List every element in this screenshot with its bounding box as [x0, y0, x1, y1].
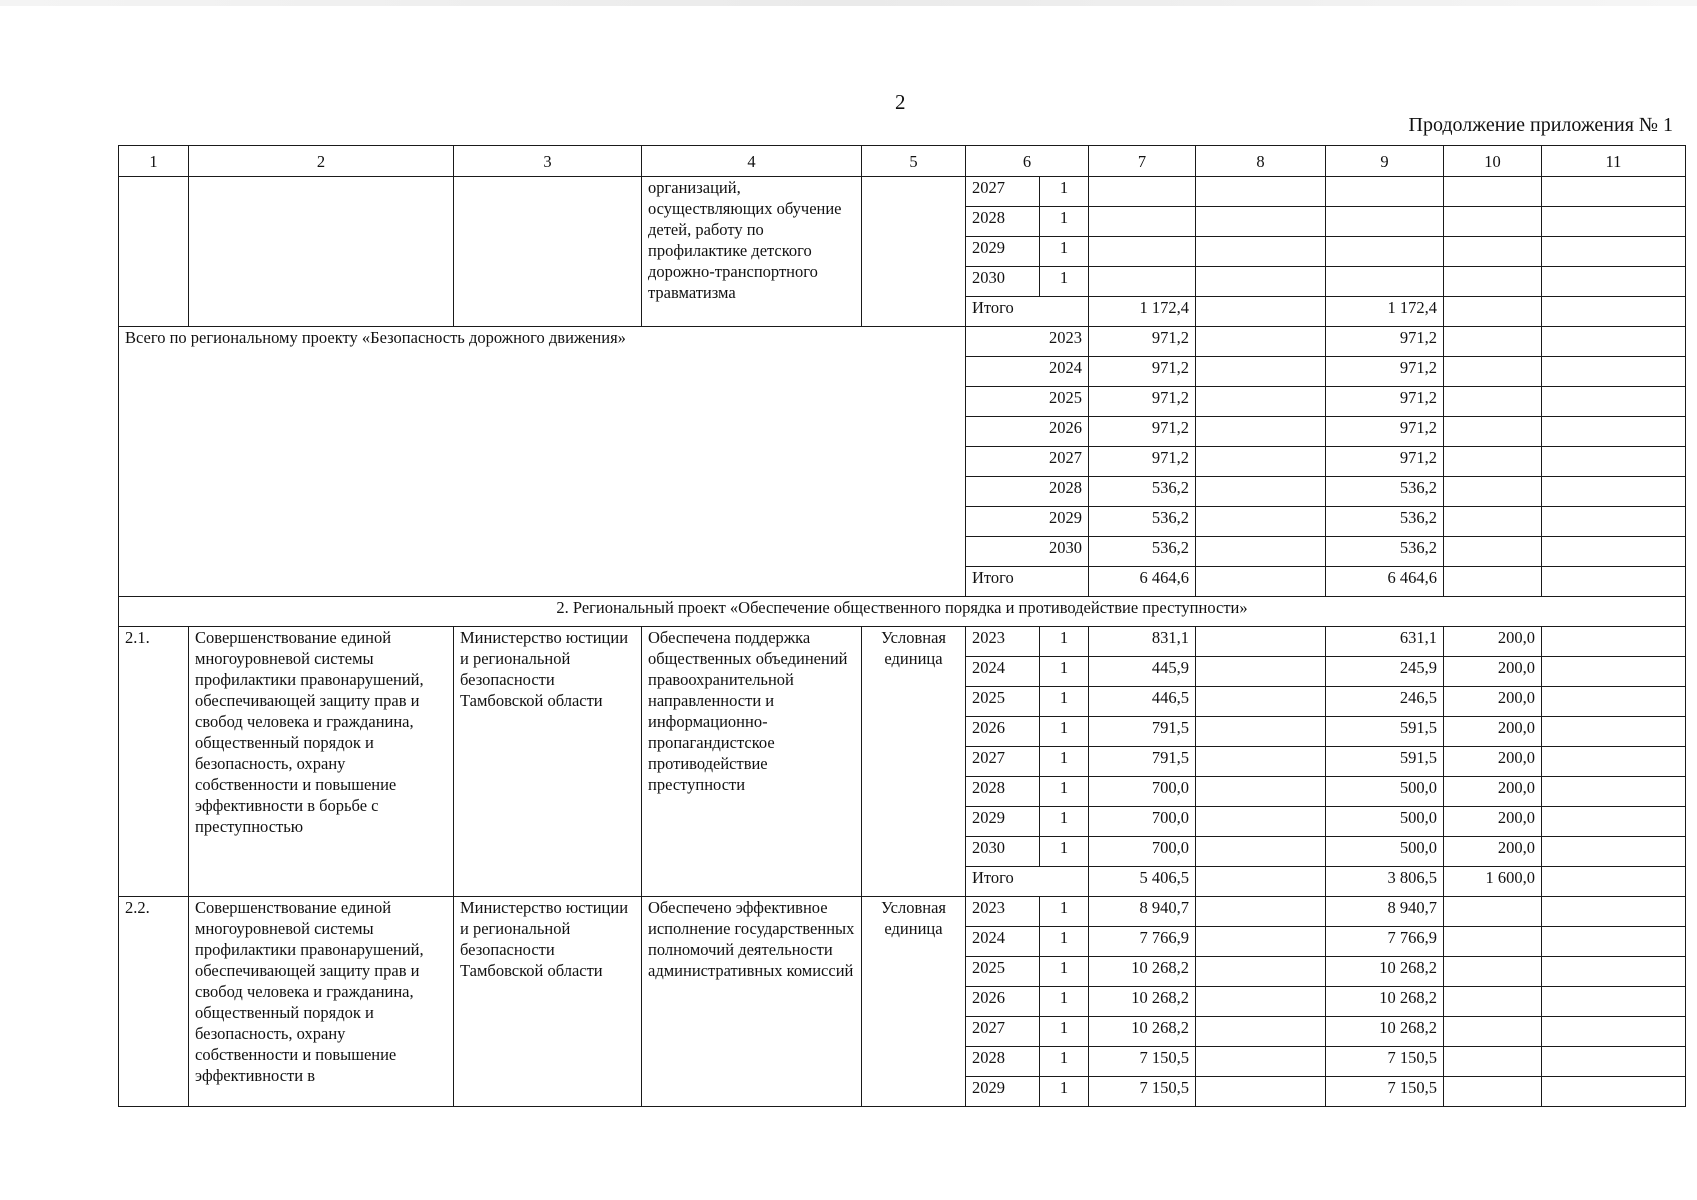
regional-funding-cell: 245,9 [1326, 657, 1444, 687]
empty-cell [1196, 747, 1326, 777]
local-funding-cell [1444, 927, 1542, 957]
measure-name: Совершенствование единой многоуровневой системы профилактики правонарушений, обеспечивающей защиту прав и свобод человека и гражданина, общественный порядок и безопасность, охрану собственности и повышение эффективности в [189, 897, 454, 1107]
column-number-header-row [119, 146, 1686, 177]
regional-funding-cell: 536,2 [1326, 477, 1444, 507]
total-funding-cell: 446,5 [1089, 687, 1196, 717]
local-funding-cell: 200,0 [1444, 807, 1542, 837]
regional-funding-cell [1326, 177, 1444, 207]
total-funding-cell: 536,2 [1089, 507, 1196, 537]
regional-funding-cell: 7 150,5 [1326, 1047, 1444, 1077]
total-funding-cell: 6 464,6 [1089, 567, 1196, 597]
value-count-cell: 1 [1040, 987, 1089, 1017]
value-count-cell: 1 [1040, 957, 1089, 987]
total-funding-cell: 971,2 [1089, 417, 1196, 447]
total-funding-cell: 971,2 [1089, 357, 1196, 387]
empty-cell [1196, 837, 1326, 867]
regional-funding-cell: 500,0 [1326, 837, 1444, 867]
empty-cell [1196, 1047, 1326, 1077]
empty-cell [1542, 327, 1686, 357]
value-count-cell: 1 [1040, 1077, 1089, 1107]
regional-funding-cell: 6 464,6 [1326, 567, 1444, 597]
value-count-cell: 1 [1040, 267, 1089, 297]
total-funding-cell: 8 940,7 [1089, 897, 1196, 927]
value-count-cell: 1 [1040, 777, 1089, 807]
local-funding-cell: 200,0 [1444, 627, 1542, 657]
total-funding-cell [1089, 207, 1196, 237]
year-cell: 2026 [966, 987, 1040, 1017]
local-funding-cell: 200,0 [1444, 747, 1542, 777]
regional-funding-cell: 591,5 [1326, 717, 1444, 747]
year-cell: 2029 [966, 237, 1040, 267]
section-title: 2. Региональный проект «Обеспечение общественного порядка и противодействие преступности» [119, 597, 1686, 627]
regional-funding-cell: 10 268,2 [1326, 1017, 1444, 1047]
empty-cell [1196, 897, 1326, 927]
year-cell: 2029 [966, 807, 1040, 837]
empty-cell [1196, 867, 1326, 897]
empty-cell [1542, 507, 1686, 537]
total-funding-cell: 445,9 [1089, 657, 1196, 687]
empty-cell [1542, 567, 1686, 597]
empty-cell [1542, 897, 1686, 927]
value-count-cell: 1 [1040, 897, 1089, 927]
empty-cell [1542, 747, 1686, 777]
empty-cell [1444, 477, 1542, 507]
total-funding-cell: 7 150,5 [1089, 1077, 1196, 1107]
total-funding-cell: 1 172,4 [1089, 297, 1196, 327]
empty-cell [454, 177, 642, 327]
year-cell: 2027 [966, 177, 1040, 207]
year-cell: 2027 [966, 1017, 1040, 1047]
year-cell: 2025 [966, 687, 1040, 717]
regional-funding-cell: 591,5 [1326, 747, 1444, 777]
empty-cell [1196, 987, 1326, 1017]
year-cell: 2024 [966, 357, 1089, 387]
local-funding-cell: 200,0 [1444, 717, 1542, 747]
regional-funding-cell: 971,2 [1326, 327, 1444, 357]
total-funding-cell: 5 406,5 [1089, 867, 1196, 897]
total-funding-cell: 971,2 [1089, 387, 1196, 417]
regional-funding-cell: 536,2 [1326, 537, 1444, 567]
appendix-continuation-note: Продолжение приложения № 1 [1408, 114, 1673, 136]
total-label: Итого [966, 867, 1089, 897]
executor-name: Министерство юстиции и региональной безопасности Тамбовской области [454, 627, 642, 897]
year-cell: 2023 [966, 897, 1040, 927]
empty-cell [1542, 807, 1686, 837]
other-funding-cell [1542, 207, 1686, 237]
page-number: 2 [895, 90, 906, 114]
header-cell: 6 [966, 146, 1089, 177]
empty-cell [1196, 327, 1326, 357]
regional-funding-cell: 971,2 [1326, 357, 1444, 387]
total-funding-cell [1089, 267, 1196, 297]
project-summary-label: Всего по региональному проекту «Безопасность дорожного движения» [119, 327, 966, 597]
year-cell: 2028 [966, 477, 1089, 507]
year-cell: 2029 [966, 1077, 1040, 1107]
year-cell: 2029 [966, 507, 1089, 537]
measure-name: Совершенствование единой многоуровневой системы профилактики правонарушений, обеспечивающей защиту прав и свобод человека и гражданина, общественный порядок и безопасность, охрану собственности и повышение эффективности в борьбе с преступностью [189, 627, 454, 897]
header-cell: 10 [1444, 146, 1542, 177]
empty-cell [1444, 387, 1542, 417]
empty-cell [1196, 507, 1326, 537]
year-cell: 2025 [966, 957, 1040, 987]
year-cell: 2030 [966, 537, 1089, 567]
empty-cell [1196, 1077, 1326, 1107]
total-funding-cell: 971,2 [1089, 447, 1196, 477]
unit-of-measure [862, 897, 966, 1107]
regional-funding-cell: 500,0 [1326, 807, 1444, 837]
value-count-cell: 1 [1040, 207, 1089, 237]
empty-cell [1542, 627, 1686, 657]
empty-cell [1196, 807, 1326, 837]
local-funding-cell: 200,0 [1444, 777, 1542, 807]
regional-funding-cell: 971,2 [1326, 387, 1444, 417]
regional-funding-cell: 10 268,2 [1326, 957, 1444, 987]
local-funding-cell [1444, 1077, 1542, 1107]
empty-cell [1196, 297, 1326, 327]
regional-funding-cell [1326, 267, 1444, 297]
empty-cell [1196, 927, 1326, 957]
empty-cell [1444, 567, 1542, 597]
empty-cell [189, 177, 454, 327]
regional-funding-cell: 971,2 [1326, 447, 1444, 477]
local-funding-cell: 200,0 [1444, 837, 1542, 867]
item-number: 2.1. [119, 627, 189, 897]
local-funding-cell: 1 600,0 [1444, 867, 1542, 897]
year-cell: 2028 [966, 777, 1040, 807]
scan-edge-artifact [0, 0, 1697, 6]
value-count-cell: 1 [1040, 657, 1089, 687]
local-funding-cell [1444, 237, 1542, 267]
value-count-cell: 1 [1040, 687, 1089, 717]
empty-cell [1542, 717, 1686, 747]
measure-result-cell: организаций, осуществляющих обучение детей, работу по профилактике детского дорожно-транспортного травматизма [642, 177, 862, 327]
total-funding-cell: 10 268,2 [1089, 987, 1196, 1017]
measure-result: Обеспечено эффективное исполнение государственных полномочий деятельности административных комиссий [642, 897, 862, 1107]
empty-cell [1196, 1017, 1326, 1047]
local-funding-cell [1444, 897, 1542, 927]
total-funding-cell: 536,2 [1089, 537, 1196, 567]
year-cell: 2024 [966, 927, 1040, 957]
total-funding-cell: 971,2 [1089, 327, 1196, 357]
regional-funding-cell [1326, 207, 1444, 237]
regional-funding-cell: 3 806,5 [1326, 867, 1444, 897]
federal-funding-cell [1196, 177, 1326, 207]
empty-cell [1444, 357, 1542, 387]
year-cell: 2026 [966, 717, 1040, 747]
empty-cell [1542, 837, 1686, 867]
empty-cell [1196, 717, 1326, 747]
header-cell: 5 [862, 146, 966, 177]
empty-cell [1542, 447, 1686, 477]
empty-cell [1444, 447, 1542, 477]
total-funding-cell [1089, 237, 1196, 267]
empty-cell [1444, 507, 1542, 537]
value-count-cell: 1 [1040, 1047, 1089, 1077]
empty-cell [1196, 777, 1326, 807]
total-funding-cell: 7 150,5 [1089, 1047, 1196, 1077]
empty-cell [1196, 447, 1326, 477]
year-cell: 2026 [966, 417, 1089, 447]
empty-cell [1444, 327, 1542, 357]
empty-cell [1542, 1077, 1686, 1107]
value-count-cell: 1 [1040, 627, 1089, 657]
regional-funding-cell: 631,1 [1326, 627, 1444, 657]
table-row [119, 897, 1686, 927]
empty-cell [1196, 657, 1326, 687]
empty-cell [1196, 537, 1326, 567]
empty-cell [1542, 357, 1686, 387]
empty-cell [1542, 1047, 1686, 1077]
empty-cell [119, 177, 189, 327]
unit-of-measure [862, 627, 966, 897]
local-funding-cell [1444, 957, 1542, 987]
federal-funding-cell [1196, 237, 1326, 267]
regional-funding-cell: 536,2 [1326, 507, 1444, 537]
empty-cell [1542, 297, 1686, 327]
total-funding-cell: 791,5 [1089, 717, 1196, 747]
total-funding-cell: 10 268,2 [1089, 1017, 1196, 1047]
table-row [119, 177, 1686, 207]
total-funding-cell: 791,5 [1089, 747, 1196, 777]
local-funding-cell [1444, 177, 1542, 207]
header-cell: 2 [189, 146, 454, 177]
year-cell: 2028 [966, 207, 1040, 237]
local-funding-cell [1444, 267, 1542, 297]
empty-cell [1542, 687, 1686, 717]
empty-cell [1542, 957, 1686, 987]
empty-cell [1542, 777, 1686, 807]
regional-funding-cell: 7 766,9 [1326, 927, 1444, 957]
empty-cell [1542, 1017, 1686, 1047]
total-funding-cell: 831,1 [1089, 627, 1196, 657]
empty-cell [1542, 927, 1686, 957]
financing-table [118, 145, 1686, 1107]
empty-cell [1542, 417, 1686, 447]
item-number: 2.2. [119, 897, 189, 1107]
total-funding-cell: 536,2 [1089, 477, 1196, 507]
empty-cell [1196, 357, 1326, 387]
other-funding-cell [1542, 177, 1686, 207]
value-count-cell: 1 [1040, 807, 1089, 837]
unit-label: Условная единица [880, 628, 947, 668]
empty-cell [1196, 687, 1326, 717]
empty-cell [862, 177, 966, 327]
total-label: Итого [966, 297, 1089, 327]
regional-funding-cell: 10 268,2 [1326, 987, 1444, 1017]
year-cell: 2027 [966, 747, 1040, 777]
regional-funding-cell: 971,2 [1326, 417, 1444, 447]
local-funding-cell: 200,0 [1444, 657, 1542, 687]
summary-row [119, 327, 1686, 357]
empty-cell [1444, 537, 1542, 567]
total-funding-cell: 700,0 [1089, 777, 1196, 807]
regional-funding-cell: 500,0 [1326, 777, 1444, 807]
year-cell: 2030 [966, 837, 1040, 867]
empty-cell [1196, 627, 1326, 657]
empty-cell [1542, 867, 1686, 897]
regional-funding-cell: 246,5 [1326, 687, 1444, 717]
year-cell: 2030 [966, 267, 1040, 297]
header-cell: 8 [1196, 146, 1326, 177]
year-cell: 2028 [966, 1047, 1040, 1077]
regional-funding-cell: 8 940,7 [1326, 897, 1444, 927]
executor-name: Министерство юстиции и региональной безопасности Тамбовской области [454, 897, 642, 1107]
empty-cell [1196, 567, 1326, 597]
section-title-row [119, 597, 1686, 627]
regional-funding-cell [1326, 237, 1444, 267]
year-cell: 2024 [966, 657, 1040, 687]
header-cell: 11 [1542, 146, 1686, 177]
total-funding-cell: 7 766,9 [1089, 927, 1196, 957]
year-cell: 2023 [966, 327, 1089, 357]
empty-cell [1542, 387, 1686, 417]
local-funding-cell [1444, 987, 1542, 1017]
header-cell: 9 [1326, 146, 1444, 177]
total-funding-cell: 700,0 [1089, 807, 1196, 837]
total-funding-cell: 700,0 [1089, 837, 1196, 867]
local-funding-cell [1444, 207, 1542, 237]
value-count-cell: 1 [1040, 717, 1089, 747]
empty-cell [1196, 417, 1326, 447]
header-cell: 7 [1089, 146, 1196, 177]
header-cell: 1 [119, 146, 189, 177]
year-cell: 2023 [966, 627, 1040, 657]
regional-funding-cell: 7 150,5 [1326, 1077, 1444, 1107]
value-count-cell: 1 [1040, 1017, 1089, 1047]
value-count-cell: 1 [1040, 237, 1089, 267]
empty-cell [1196, 477, 1326, 507]
federal-funding-cell [1196, 267, 1326, 297]
local-funding-cell [1444, 297, 1542, 327]
total-label: Итого [966, 567, 1089, 597]
empty-cell [1196, 957, 1326, 987]
local-funding-cell: 200,0 [1444, 687, 1542, 717]
empty-cell [1196, 387, 1326, 417]
empty-cell [1542, 477, 1686, 507]
table-row [119, 627, 1686, 657]
unit-label: Условная единица [880, 898, 947, 938]
year-cell: 2027 [966, 447, 1089, 477]
other-funding-cell [1542, 237, 1686, 267]
empty-cell [1542, 537, 1686, 567]
measure-result: Обеспечена поддержка общественных объединений правоохранительной направленности и информационно-пропагандистское противодействие преступности [642, 627, 862, 897]
other-funding-cell [1542, 267, 1686, 297]
header-cell: 4 [642, 146, 862, 177]
federal-funding-cell [1196, 207, 1326, 237]
header-cell: 3 [454, 146, 642, 177]
total-funding-cell [1089, 177, 1196, 207]
empty-cell [1444, 417, 1542, 447]
total-funding-cell: 10 268,2 [1089, 957, 1196, 987]
local-funding-cell [1444, 1017, 1542, 1047]
value-count-cell: 1 [1040, 747, 1089, 777]
value-count-cell: 1 [1040, 177, 1089, 207]
empty-cell [1542, 987, 1686, 1017]
regional-funding-cell: 1 172,4 [1326, 297, 1444, 327]
value-count-cell: 1 [1040, 837, 1089, 867]
year-cell: 2025 [966, 387, 1089, 417]
value-count-cell: 1 [1040, 927, 1089, 957]
empty-cell [1542, 657, 1686, 687]
local-funding-cell [1444, 1047, 1542, 1077]
